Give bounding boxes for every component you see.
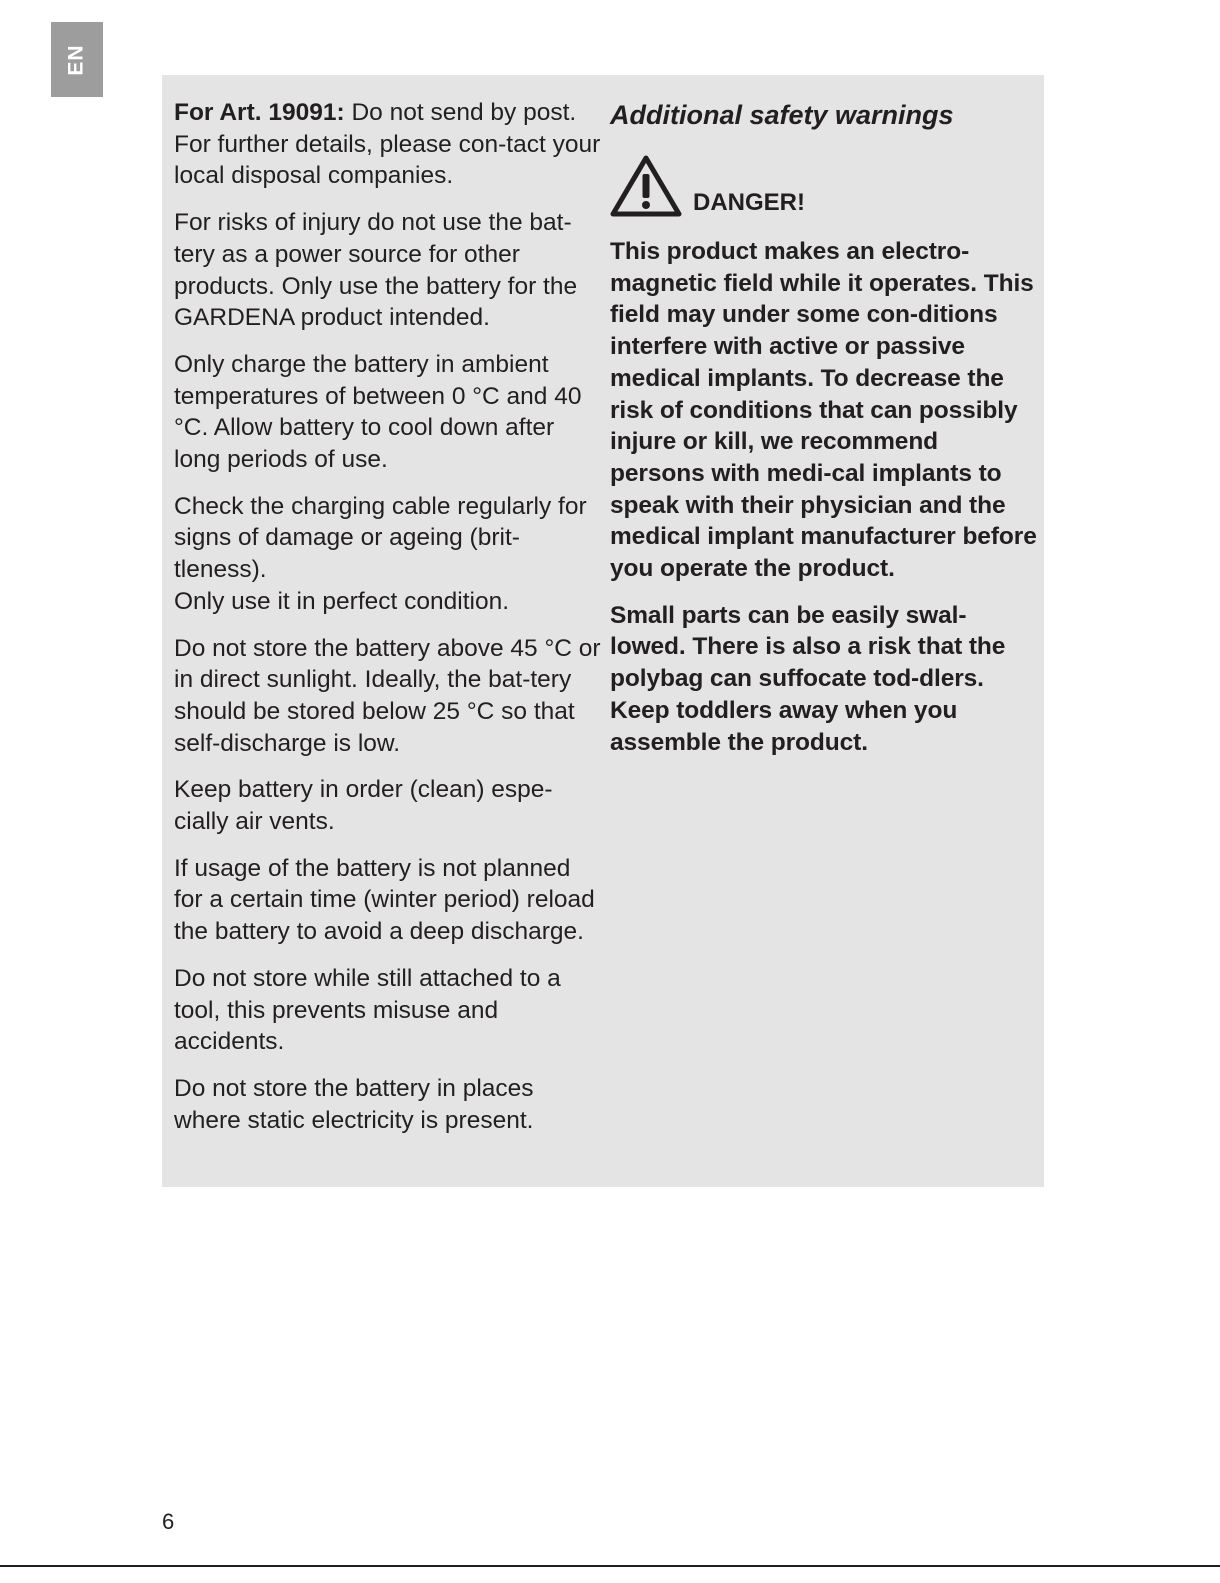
- paragraph-small-parts: Small parts can be easily swal-lowed. There is also a risk that the polybag can suffocate tod-dlers. Keep toddlers away when you assemble the product.: [610, 601, 1006, 756]
- left-column: [174, 97, 604, 1151]
- section-heading: Additional safety warnings: [610, 100, 954, 130]
- paragraph-winter-storage: If usage of the battery is not planned for a certain time (winter period) reload the battery to avoid a deep discharge.: [174, 854, 595, 946]
- art-note-text: Do not send by post. For further details, please con-tact your local disposal companies.: [174, 99, 601, 190]
- paragraph-detach-tool: Do not store while still attached to a tool, this prevents misuse and accidents.: [174, 964, 561, 1056]
- art-number-label: For Art. 19091:: [174, 99, 345, 126]
- bottom-rule: [0, 1565, 1220, 1567]
- paragraph-art-19091: [174, 97, 604, 192]
- paragraph-charging-cable: [174, 491, 604, 618]
- warning-triangle-icon: [610, 154, 682, 218]
- paragraph-static-electricity: Do not store the battery in places where static electricity is present.: [174, 1074, 534, 1134]
- perfect-condition-text: Only use it in perfect condition.: [174, 587, 510, 615]
- danger-notice: [610, 154, 1038, 236]
- paragraph-electromagnetic-field: This product makes an electro-magnetic field while it operates. This field may under some con-ditions interfere with active or passive medical implants. To decrease the risk of conditions that can possibly injure or kill, we recommend persons with medi-cal implants to speak with their physician and the medical implant manufacturer before you operate the product.: [610, 238, 1037, 583]
- danger-label: DANGER!: [693, 189, 805, 216]
- language-label: EN: [65, 43, 88, 76]
- language-tab: [51, 22, 103, 97]
- right-column: [610, 97, 1038, 773]
- paragraph-clean-battery: Keep battery in order (clean) espe-cially air vents.: [174, 776, 553, 836]
- paragraph-storage-temperature: Do not store the battery above 45 °C or in direct sunlight. Ideally, the bat-tery should be stored below 25 °C so that self-discharge is low.: [174, 634, 601, 757]
- page-number: 6: [162, 1509, 175, 1534]
- paragraph-power-source: For risks of injury do not use the bat-tery as a power source for other products. Only use the battery for the GARDENA product intended.: [174, 209, 578, 332]
- paragraph-charge-temperature: Only charge the battery in ambient temperatures of between 0 °C and 40 °C. Allow battery to cool down after long periods of use.: [174, 350, 582, 474]
- charging-cable-text: Check the charging cable regularly for signs of damage or ageing (brit-tleness).: [174, 492, 587, 584]
